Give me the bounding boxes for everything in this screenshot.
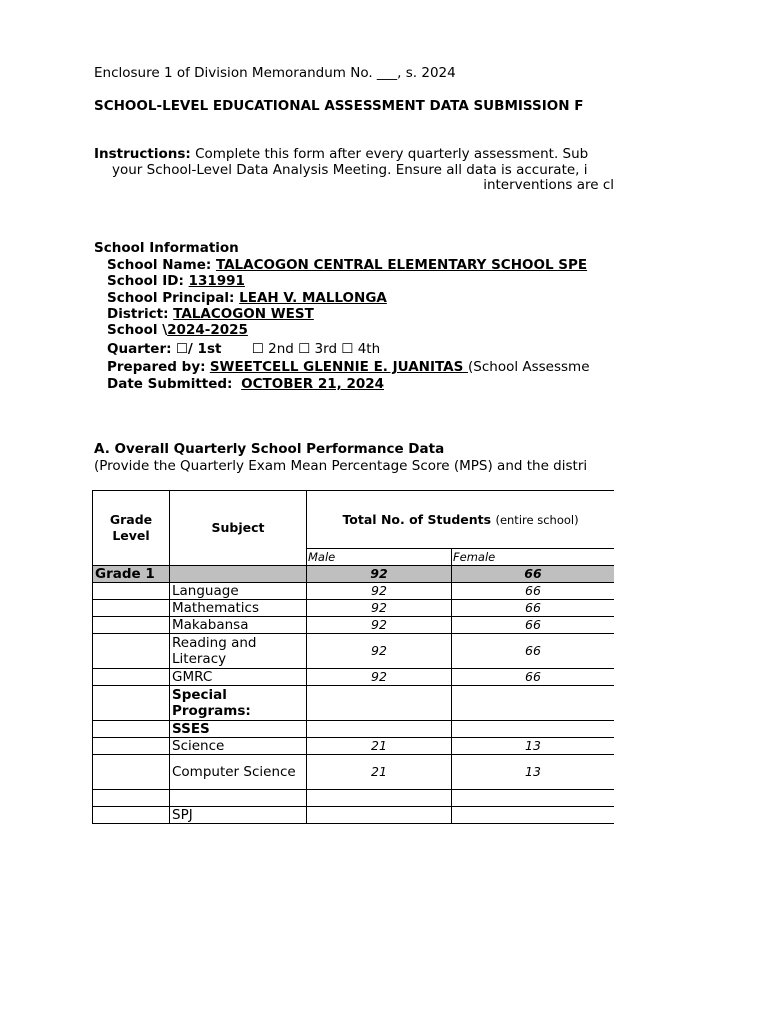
- grade-cell: [93, 755, 170, 790]
- grade-row: [93, 566, 615, 583]
- prepared-by-row: [107, 359, 590, 375]
- table-row: [93, 617, 615, 634]
- quarter-first-checkbox[interactable]: ☐/ 1st: [175, 341, 222, 357]
- grade-cell: [93, 721, 170, 738]
- male-count-cell: 92: [307, 669, 452, 686]
- grade-cell: [93, 669, 170, 686]
- subject-cell: Computer Science: [170, 755, 307, 790]
- section-a-subtitle: (Provide the Quarterly Exam Mean Percentage Score (MPS) and the distri: [94, 458, 588, 474]
- subject-cell: Reading and Literacy: [170, 634, 307, 669]
- male-count-cell: [307, 721, 452, 738]
- school-year-label: School \: [107, 322, 168, 338]
- school-name-label: School Name:: [107, 257, 212, 273]
- instructions-line-1: [94, 146, 588, 162]
- subject-cell: Mathematics: [170, 600, 307, 617]
- quarter-label: Quarter:: [107, 341, 172, 357]
- student-count-table: [92, 490, 614, 824]
- male-count-cell: 21: [307, 755, 452, 790]
- district-row: [107, 306, 314, 322]
- instructions-line-2: your School-Level Data Analysis Meeting. Ensure all data is accurate, i: [112, 162, 588, 178]
- female-count-cell: 13: [452, 755, 615, 790]
- table-row: [93, 634, 615, 669]
- subject-header: Subject: [170, 491, 307, 566]
- subject-cell: Science: [170, 738, 307, 755]
- total-students-label: Total No. of Students: [342, 511, 492, 527]
- school-id-row: [107, 273, 245, 289]
- school-id-label: School ID:: [107, 273, 184, 289]
- school-year-row: [107, 322, 248, 338]
- grade-cell: [93, 600, 170, 617]
- male-count-cell: [307, 686, 452, 721]
- grade-cell: [93, 790, 170, 807]
- female-count-cell: 66: [452, 600, 615, 617]
- subject-cell: Special Programs:: [170, 686, 307, 721]
- grade-subject-cell: [170, 566, 307, 583]
- grade-cell: [93, 617, 170, 634]
- male-count-cell: 92: [307, 634, 452, 669]
- female-count-cell: 66: [452, 669, 615, 686]
- female-count-cell: [452, 807, 615, 824]
- school-info-heading: School Information: [94, 240, 239, 256]
- subject-cell: [170, 790, 307, 807]
- subject-cell: Language: [170, 583, 307, 600]
- grade-cell: [93, 738, 170, 755]
- table-header-row: [93, 491, 615, 549]
- grade-cell: [93, 686, 170, 721]
- prepared-by-value: SWEETCELL GLENNIE E. JUANITAS: [209, 359, 468, 375]
- instructions-line-3: interventions are cl: [483, 177, 614, 193]
- subject-cell: GMRC: [170, 669, 307, 686]
- female-count-cell: 66: [452, 617, 615, 634]
- district-label: District:: [107, 306, 169, 322]
- grade-female-cell: 66: [452, 566, 615, 583]
- school-id-value: 131991: [188, 273, 245, 289]
- male-count-cell: [307, 807, 452, 824]
- school-principal-label: School Principal:: [107, 290, 235, 306]
- section-a-title: A. Overall Quarterly School Performance Data: [94, 441, 445, 457]
- enclosure-line: Enclosure 1 of Division Memorandum No. ___, s. 2024: [94, 65, 456, 81]
- school-principal-row: [107, 290, 387, 306]
- table-row: [93, 669, 615, 686]
- table-row: [93, 738, 615, 755]
- female-header: Female: [452, 549, 615, 566]
- male-count-cell: 21: [307, 738, 452, 755]
- male-count-cell: 92: [307, 600, 452, 617]
- grade-header-line-1: Grade: [109, 512, 153, 527]
- female-count-cell: 66: [452, 634, 615, 669]
- subject-cell: Makabansa: [170, 617, 307, 634]
- school-principal-value: LEAH V. MALLONGA: [239, 290, 387, 306]
- male-count-cell: [307, 790, 452, 807]
- female-count-cell: [452, 721, 615, 738]
- form-title: SCHOOL-LEVEL EDUCATIONAL ASSESSMENT DATA SUBMISSION F: [94, 98, 584, 114]
- subject-cell: SPJ: [170, 807, 307, 824]
- male-header: Male: [307, 549, 452, 566]
- quarter-row: [107, 341, 380, 357]
- prepared-by-label: Prepared by:: [107, 359, 206, 375]
- grade-cell: [93, 807, 170, 824]
- male-count-cell: 92: [307, 617, 452, 634]
- table-row: [93, 600, 615, 617]
- grade-cell: [93, 583, 170, 600]
- female-count-cell: [452, 790, 615, 807]
- grade-cell: [93, 634, 170, 669]
- instructions-text-1: Complete this form after every quarterly assessment. Sub: [195, 146, 589, 162]
- grade-cell: Grade 1: [93, 566, 170, 583]
- quarter-other-checkboxes[interactable]: ☐ 2nd ☐ 3rd ☐ 4th: [251, 341, 381, 357]
- prepared-by-role: (School Assessme: [468, 359, 590, 375]
- date-submitted-value: OCTOBER 21, 2024: [241, 376, 385, 392]
- total-students-header: [307, 491, 615, 549]
- grade-header-line-2: Level: [112, 528, 150, 543]
- school-year-value: 2024-2025: [167, 322, 248, 338]
- school-name-row: [107, 257, 587, 273]
- table-row: [93, 790, 615, 807]
- table-row: [93, 583, 615, 600]
- instructions-label: Instructions:: [94, 146, 191, 162]
- district-value: TALACOGON WEST: [173, 306, 314, 322]
- grade-male-cell: 92: [307, 566, 452, 583]
- female-count-cell: [452, 686, 615, 721]
- table-row: [93, 686, 615, 721]
- table-row: [93, 721, 615, 738]
- date-submitted-label: Date Submitted:: [107, 376, 233, 392]
- school-name-value: TALACOGON CENTRAL ELEMENTARY SCHOOL SPE: [215, 257, 588, 273]
- female-count-cell: 13: [452, 738, 615, 755]
- female-count-cell: 66: [452, 583, 615, 600]
- table-row: [93, 755, 615, 790]
- date-submitted-row: [107, 376, 384, 392]
- subject-cell: SSES: [170, 721, 307, 738]
- total-students-note: (entire school): [495, 512, 579, 527]
- male-count-cell: 92: [307, 583, 452, 600]
- grade-level-header: [93, 491, 170, 566]
- table-row: [93, 807, 615, 824]
